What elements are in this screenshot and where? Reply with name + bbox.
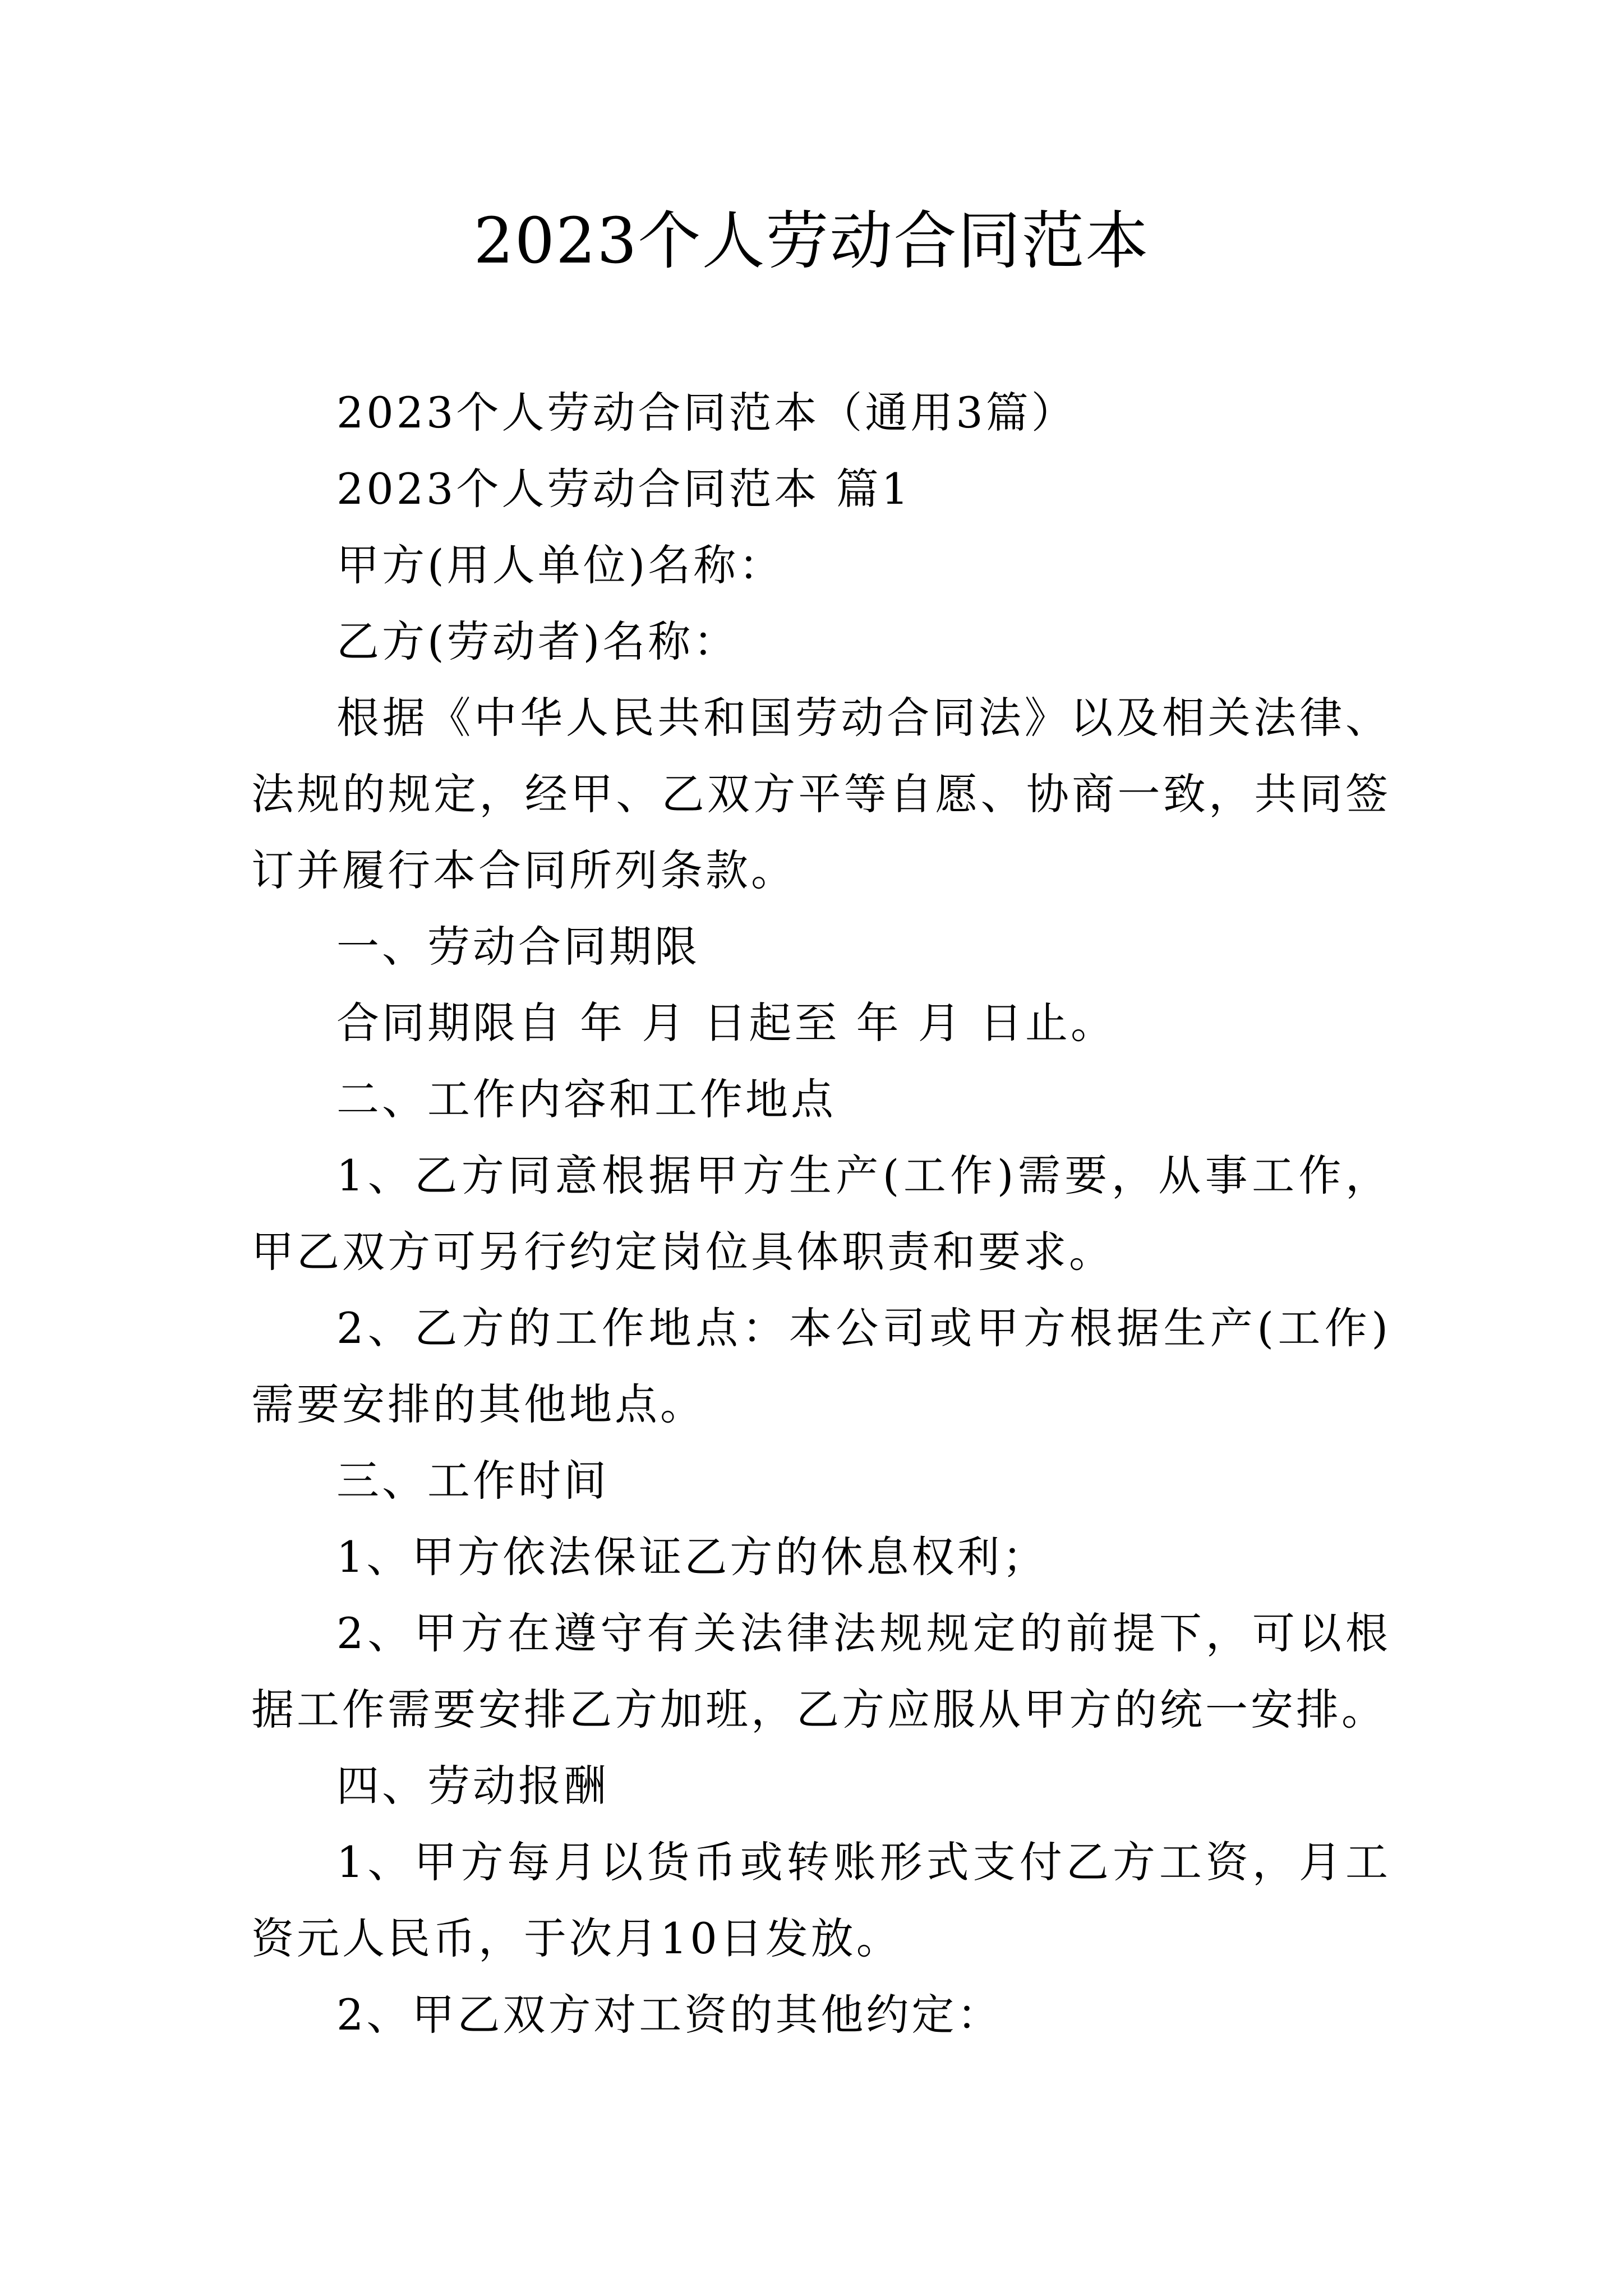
- work-content-item-1: 1、乙方同意根据甲方生产(工作)需要，从事工作，甲乙双方可另行约定岗位具体职责和要求。: [251, 1151, 1391, 1277]
- remuneration-item-2: 2、甲乙双方对工资的其他约定：: [336, 1990, 1003, 2040]
- document-title: 2023个人劳动合同范本: [473, 205, 1150, 278]
- contract-term-line: 合同期限自 年 月 日起至 年 月 日止。: [336, 998, 1116, 1048]
- party-a-name-line: 甲方(用人单位)名称：: [336, 540, 785, 590]
- remuneration-item-1: 1、甲方每月以货币或转账形式支付乙方工资，月工资元人民币，于次月10日发放。: [251, 1837, 1391, 1963]
- section-heading-part-1: 2023个人劳动合同范本 篇1: [336, 464, 911, 514]
- work-hours-item-2: 2、甲方在遵守有关法律法规规定的前提下，可以根据工作需要安排乙方加班，乙方应服从甲方的统一安排。: [251, 1608, 1391, 1734]
- document-body: [251, 375, 1391, 2053]
- preamble-paragraph: 根据《中华人民共和国劳动合同法》以及相关法律、法规的规定，经甲、乙双方平等自愿、协商一致，共同签订并履行本合同所列条款。: [251, 693, 1391, 895]
- clause-heading-term: 一、劳动合同期限: [336, 922, 700, 972]
- work-hours-item-1: 1、甲方依法保证乙方的休息权利；: [336, 1532, 1048, 1582]
- clause-heading-remuneration: 四、劳动报酬: [336, 1761, 609, 1811]
- party-b-name-line: 乙方(劳动者)名称：: [336, 616, 739, 666]
- work-content-item-2: 2、乙方的工作地点：本公司或甲方根据生产(工作)需要安排的其他地点。: [251, 1303, 1391, 1429]
- clause-heading-work-content: 二、工作内容和工作地点: [336, 1074, 836, 1124]
- subtitle-paragraph: 2023个人劳动合同范本（通用3篇）: [336, 388, 1077, 438]
- clause-heading-work-hours: 三、工作时间: [336, 1456, 609, 1506]
